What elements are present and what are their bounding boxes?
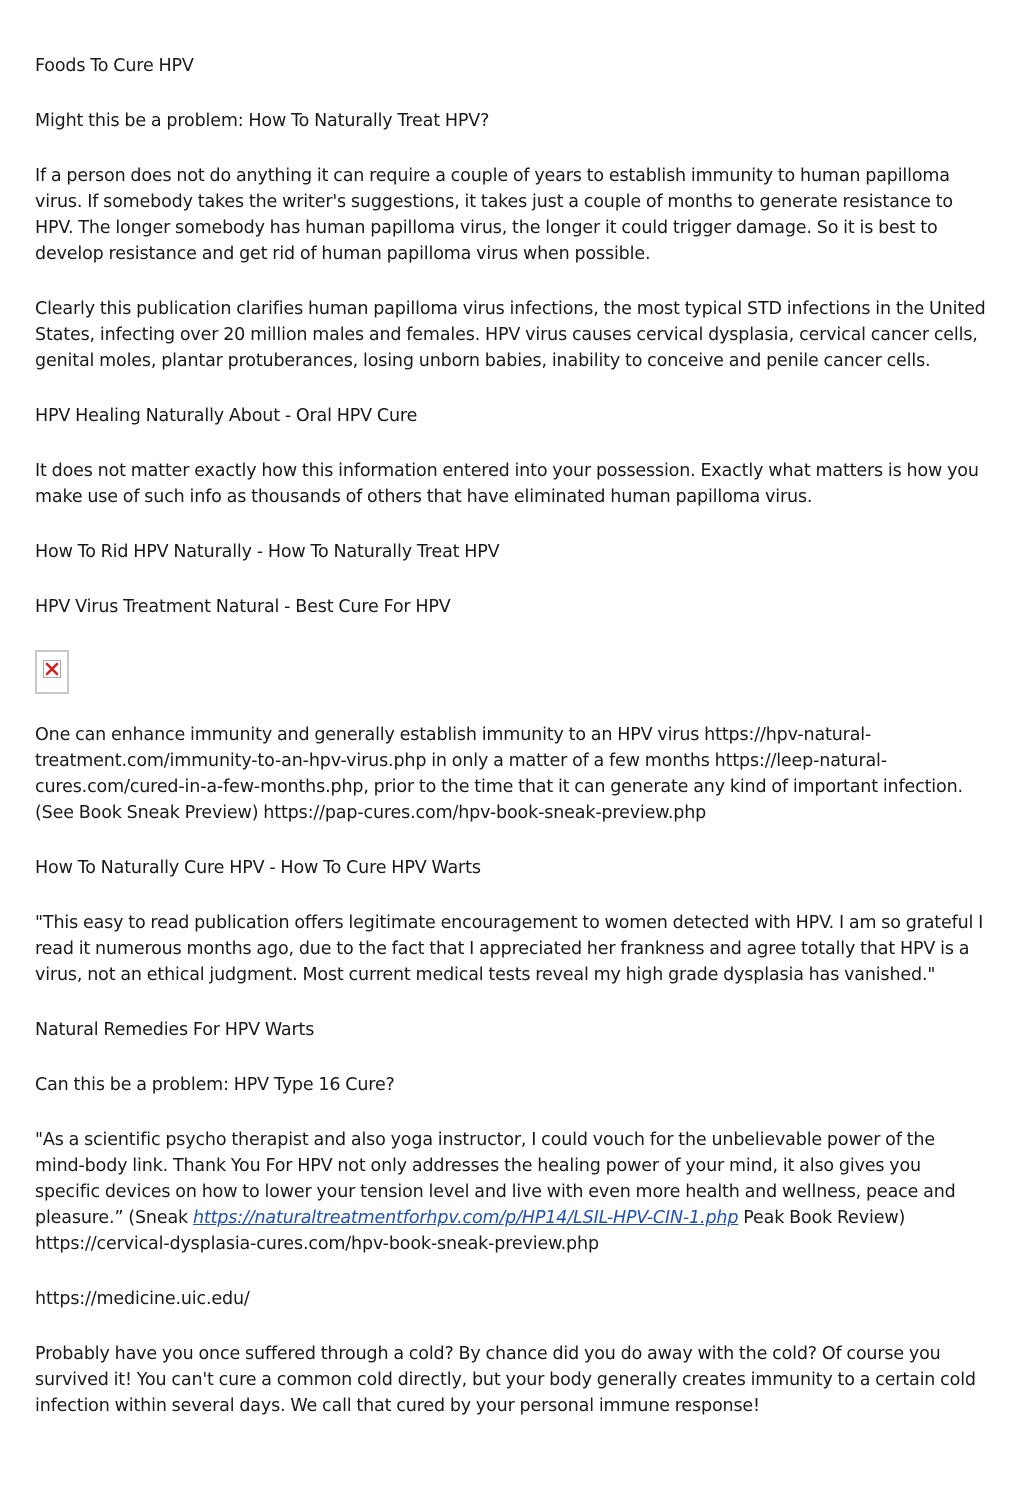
paragraph-common-cold: Probably have you once suffered through a cold? By chance did you do away with the cold? Of course you survived it! You can't cure a common cold directly, but your body generally creates immunity to a certain cold infection within several days. We call that cured by your personal immune response!	[35, 1344, 976, 1416]
subheading-healing-naturally: HPV Healing Naturally About - Oral HPV Cure	[35, 406, 418, 426]
paragraph-enhance-immunity: One can enhance immunity and generally establish immunity to an HPV virus https://hpv-natural-treatment.com/immunity-to-an-hpv-virus.php in only a matter of a few months https://leep-natural-cures.com/cured-in-a-few-months.php, prior to the time that it can generate any kind of important infection. (See Book Sneak Preview) https://pap-cures.com/hpv-book-sneak-preview.php	[35, 725, 963, 823]
quote-text-after: Peak Book Review) https://cervical-dysplasia-cures.com/hpv-book-sneak-preview.php	[35, 1208, 906, 1254]
subheading-naturally-treat: Might this be a problem: How To Naturally Treat HPV?	[35, 111, 490, 131]
subheading-type-16: Can this be a problem: HPV Type 16 Cure?	[35, 1075, 395, 1095]
url-medicine-uic: https://medicine.uic.edu/	[35, 1289, 250, 1309]
broken-image-placeholder	[35, 650, 69, 694]
subheading-natural-remedies: Natural Remedies For HPV Warts	[35, 1020, 315, 1040]
paragraph-immunity-time: If a person does not do anything it can require a couple of years to establish immunity to human papilloma virus. If somebody takes the writer's suggestions, it takes just a couple of months to generate resistance to HPV. The longer somebody has human papilloma virus, the longer it could trigger damage. So it is best to develop resistance and get rid of human papilloma virus when possible.	[35, 166, 953, 264]
subheading-naturally-cure: How To Naturally Cure HPV - How To Cure HPV Warts	[35, 858, 481, 878]
quote-easy-to-read: "This easy to read publication offers legitimate encouragement to women detected with HPV. I am so grateful I read it numerous months ago, due to the fact that I appreciated her frankness and agree totally that HPV is a virus, not an ethical judgment. Most current medical tests reveal my high grade dysplasia has vanished."	[35, 913, 984, 985]
paragraph-info-possession: It does not matter exactly how this information entered into your possession. Exactly what matters is how you make use of such info as thousands of others that have eliminated human papilloma virus.	[35, 461, 979, 507]
subheading-virus-treatment: HPV Virus Treatment Natural - Best Cure For HPV	[35, 597, 451, 617]
subheading-rid-hpv: How To Rid HPV Naturally - How To Naturally Treat HPV	[35, 542, 500, 562]
doc-title: Foods To Cure HPV	[35, 56, 194, 76]
naturaltreatment-link[interactable]: https://naturaltreatmentforhpv.com/p/HP14/LSIL-HPV-CIN-1.php	[192, 1208, 739, 1228]
broken-image-icon	[43, 660, 61, 678]
document-page	[0, 53, 1024, 1502]
quote-psycho-therapist	[35, 1127, 989, 1257]
paragraph-publication-clarifies: Clearly this publication clarifies human papilloma virus infections, the most typical STD infections in the United States, infecting over 20 million males and females. HPV virus causes cervical dysplasia, cervical cancer cells, genital moles, plantar protuberances, losing unborn babies, inability to conceive and penile cancer cells.	[35, 299, 986, 371]
quote-text-before: "As a scientific psycho therapist and also yoga instructor, I could vouch for the unbelievable power of the mind-body link. Thank You For HPV not only addresses the healing power of your mind, it also gives you specific devices on how to lower your tension level and live with even more health and wellness, peace and pleasure.” (Sneak	[35, 1130, 956, 1228]
